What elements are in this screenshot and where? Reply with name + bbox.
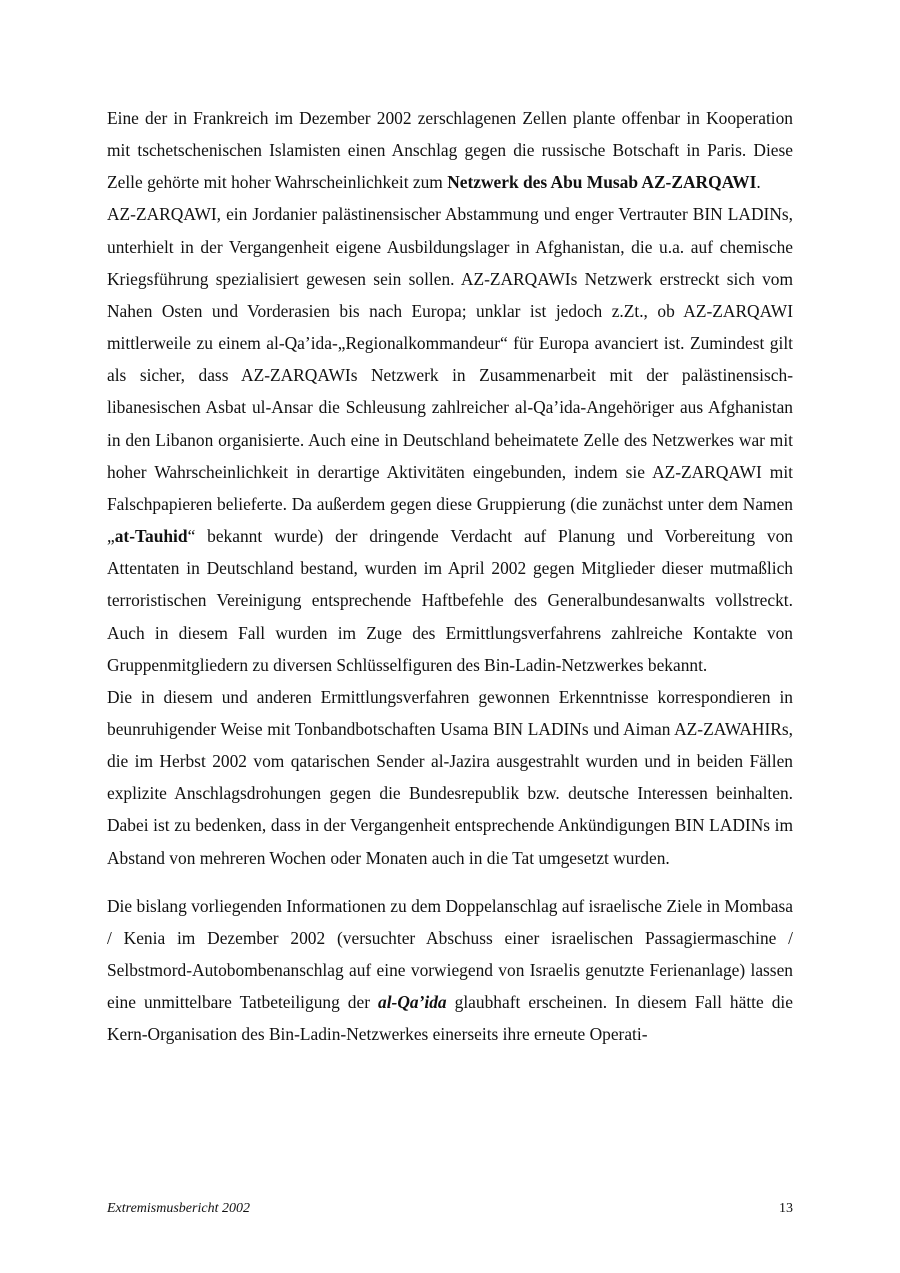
paragraph-az-zarqawi: AZ-ZARQAWI, ein Jordanier palästinensischer Abstammung und enger Vertrauter BIN LADINs, unterhielt in der Vergangenheit eigene Ausbildungslager in Afghanistan, die u.a. auf chemische Kriegsführung spezialisiert gewesen sein sollen. AZ-ZARQAWIs Netzwerk erstreckt sich vom Nahen Osten und Vorderasien bis nach Europa; unklar ist jedoch z.Zt., ob AZ-ZARQAWI mittlerweile zu einem al-Qa’ida-„Regionalkommandeur“ für Europa avanciert ist. Zumindest gilt als sicher, dass AZ-ZARQAWIs Netzwerk in Zusammenarbeit mit der palästinensisch-libanesischen Asbat ul-Ansar die Schleusung zahlreicher al-Qa’ida-Angehöriger aus Afghanistan in den Libanon organisierte. Auch eine in Deutschland beheimatete Zelle des Netzwerkes war mit hoher Wahrscheinlichkeit in derartige Aktivitäten eingebunden, indem sie AZ-ZARQAWI mit Falschpapieren belieferte. Da außerdem gegen diese Gruppierung (die zunächst unter dem Namen „at-Tauhid“ bekannt wurde) der dringende Verdacht auf Planung und Vorbereitung von Attentaten in Deutschland bestand, wurden im April 2002 gegen Mitglieder dieser mutmaßlich terroristischen Vereinigung entsprechende Haftbefehle des Generalbundesanwalts vollstreckt. Auch in diesem Fall wurden im Zuge des Ermittlungsverfahrens zahlreiche Kontakte von Gruppenmitgliedern zu diversen Schlüsselfiguren des Bin-Ladin-Netzwerkes bekannt. — [107, 204, 793, 675]
page-number: 13 — [779, 1201, 793, 1216]
paragraph-erkenntnisse: Die in diesem und anderen Ermittlungsverfahren gewonnen Erkenntnisse korrespondieren in beunruhigender Weise mit Tonbandbotschaften Usama BIN LADINs und Aiman AZ-ZAWAHIRs, die im Herbst 2002 vom qatarischen Sender al-Jazira ausgestrahlt wurden und in beiden Fällen explizite Anschlagsdrohungen gegen die Bundesrepublik bzw. deutsche Interessen beinhalten. Dabei ist zu bedenken, dass in der Vergangenheit entsprechende Ankündigungen BIN LADINs im Abstand von mehreren Wochen oder Monaten auch in die Tat umgesetzt wurden. — [107, 686, 793, 868]
body-text — [107, 102, 793, 1051]
footer-title: Extremismusbericht 2002 — [107, 1201, 250, 1216]
paragraph-zelle-frankreich: Eine der in Frankreich im Dezember 2002 zerschlagenen Zellen plante offenbar in Kooperation mit tschetschenischen Islamisten einen Anschlag gegen die russische Botschaft in Paris. Diese Zelle gehörte mit hoher Wahrscheinlichkeit zum Netzwerk des Abu Musab AZ-ZARQAWI. — [107, 108, 793, 193]
bold-netzwerk-zarqawi: Netzwerk des Abu Musab AZ-ZARQAWI — [447, 172, 757, 193]
paragraph-mombasa: Die bislang vorliegenden Informationen zu dem Doppelanschlag auf israelische Ziele in Mombasa / Kenia im Dezember 2002 (versuchter Abschuss einer israelischen Passagiermaschine / Selbstmord-Autobombenanschlag auf eine vorwiegend von Israelis genutzte Ferienanlage) lassen eine unmittelbare Tatbeteiligung der al-Qa’ida glaubhaft erscheinen. In diesem Fall hätte die Kern-Organisation des Bin-Ladin-Netzwerkes einerseits ihre erneute Operati- — [107, 895, 793, 1045]
bold-italic-al-qaida: al-Qa’ida — [378, 992, 447, 1013]
bold-at-tauhid: at-Tauhid — [114, 526, 188, 547]
